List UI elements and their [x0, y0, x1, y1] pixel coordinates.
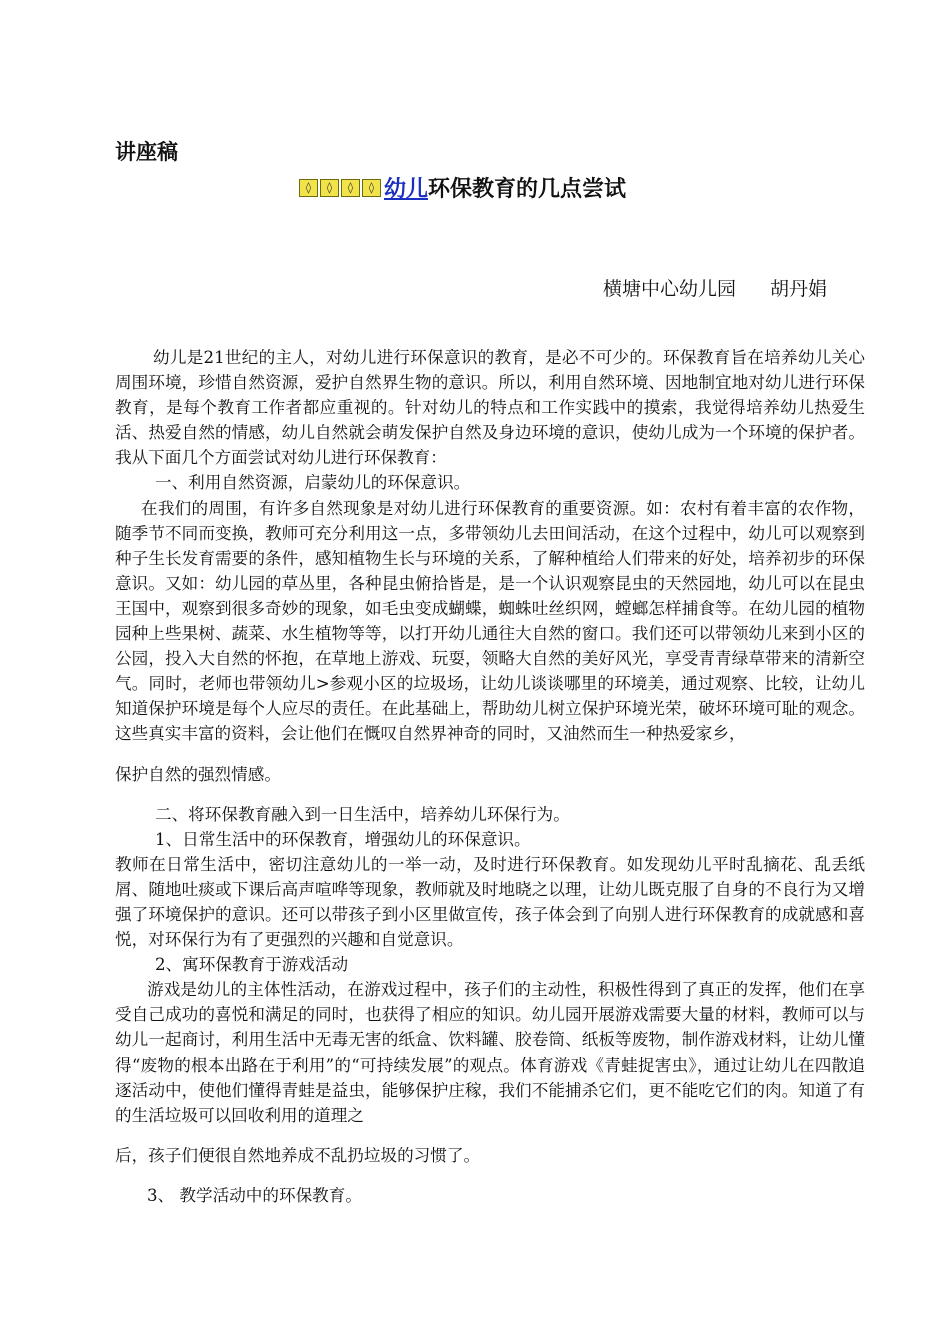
paragraph: 教师在日常生活中，密切注意幼儿的一举一动，及时进行环保教育。如发现幼儿平时乱摘花、乱丢纸屑、随地吐痰或下课后高声喧哗等现象，教师就及时地晓之以理，让幼儿既克服了自身的不良行为又增强了环境保护的意识。还可以带孩子到小区里做宣传，孩子体会到了向别人进行环保教育的成就感和喜悦，对环保行为有了更强烈的兴趣和自觉意识。: [115, 854, 865, 950]
title-icon-group: [299, 179, 383, 197]
paragraph: 幼儿是21世纪的主人，对幼儿进行环保意识的教育，是必不可少的。环保教育旨在培养幼儿关心周围环境，珍惜自然资源，爱护自然界生物的意识。所以，利用自然环境、因地制宜地对幼儿进行环保教育，是每个教育工作者都应重视的。针对幼儿的特点和工作实践中的摸索，我觉得培养幼儿热爱生活、热爱自然的情感，幼儿自然就会萌发保护自然及身边环境的意识，使幼儿成为一个环境的保护者。我从下面几个方面尝试对幼儿进行环保教育：: [115, 348, 865, 468]
fold-icon: ◊: [299, 179, 318, 197]
paragraph: 游戏是幼儿的主体性活动，在游戏过程中，孩子们的主动性，积极性得到了真正的发挥，他们在享受自己成功的喜悦和满足的同时，也获得了相应的知识。幼儿园开展游戏需要大量的材料，教师可以与幼儿一起商讨，利用生活中无毒无害的纸盒、饮料罐、胶卷筒、纸板等废物，制作游戏材料，让幼儿懂得“废物的根本出路在于利用”的“可持续发展”的观点。体育游戏《青蛙捉害虫》，通过让幼儿在四散追逐活动中，使他们懂得青蛙是益虫，能够保护庄稼，我们不能捕杀它们，更不能吃它们的肉。知道了有的生活垃圾可以回收利用的道理之: [115, 980, 865, 1125]
author-name: 胡丹娟: [770, 278, 828, 300]
section-heading: 一、利用自然资源，启蒙幼儿的环保意识。: [155, 473, 471, 493]
title-link[interactable]: 幼儿: [384, 177, 429, 202]
fold-icon: ◊: [341, 179, 360, 197]
subsection-heading: 1、日常生活中的环保教育，增强幼儿的环保意识。: [155, 829, 531, 849]
paragraph: 在我们的周围，有许多自然现象是对幼儿进行环保教育的重要资源。如：农村有着丰富的农作物，随季节不同而变换，教师可充分利用这一点，多带领幼儿去田间活动，在这个过程中，幼儿可以观察到种子生长发育需要的条件，感知植物生长与环境的关系，了解种植给人们带来的好处，培养初步的环保意识。又如：幼儿园的草丛里，各种昆虫俯拾皆是，是一个认识观察昆虫的天然园地，幼儿可以在昆虫王国中，观察到很多奇妙的现象，如毛虫变成蝴蝶，蜘蛛吐丝织网，螳螂怎样捕食等。在幼儿园的植物园种上些果树、蔬菜、水生植物等等，以打开幼儿通往大自然的窗口。我们还可以带领幼儿来到小区的公园，投入大自然的怀抱，在草地上游戏、玩耍，领略大自然的美好风光，享受青青绿草带来的清新空气。同时，老师也带领幼儿>参观小区的垃圾场，让幼儿谈谈哪里的环境美，通过观察、比较，让幼儿知道保护环境是每个人应尽的责任。在此基础上，帮助幼儿树立保护环境光荣，破坏环境可耻的观念。这些真实丰富的资料，会让他们在慨叹自然界神奇的同时，又油然而生一种热爱家乡，: [115, 498, 865, 744]
title-text: 环保教育的几点尝试: [428, 177, 627, 202]
paragraph: 后，孩子们便很自然地养成不乱扔垃圾的习惯了。: [115, 1145, 481, 1165]
document-kicker: 讲座稿: [115, 140, 178, 164]
author-line: [603, 274, 827, 301]
subsection-heading: 3、 教学活动中的环保教育。: [147, 1185, 362, 1205]
author-org: 横塘中心幼儿园: [603, 278, 737, 300]
document-body: [115, 345, 865, 1208]
section-heading: 二、将环保教育融入到一日生活中，培养幼儿环保行为。: [155, 804, 570, 824]
fold-icon: ◊: [320, 179, 339, 197]
document-title: [299, 172, 626, 203]
subsection-heading: 2、寓环保教育于游戏活动: [155, 955, 349, 975]
fold-icon: ◊: [362, 179, 381, 197]
paragraph: 保护自然的强烈情感。: [115, 764, 281, 784]
